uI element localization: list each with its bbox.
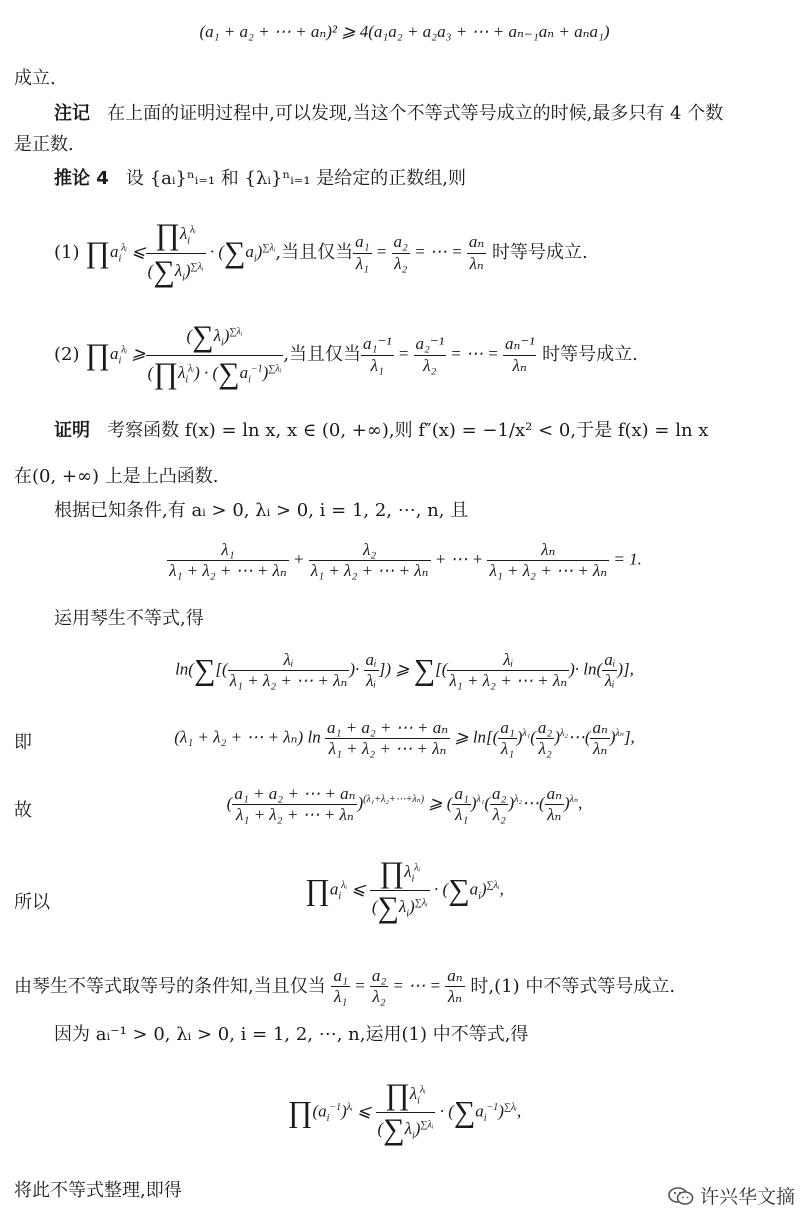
label-ji: 即 xyxy=(14,732,32,753)
text-line-chengli: 成立. xyxy=(14,68,56,89)
item-1-ratios: $\frac{\text{a₁}}{\text{λ₁}}$ = $\frac{\text{a₂}}{\text{λ₂}}$ = ⋯ = $\frac{\text{aₙ}}{\text{λₙ}}$ xyxy=(355,232,485,273)
equality-condition-tail: 时,(1) 中不等式等号成立. xyxy=(470,976,676,998)
item-2-tail: 时等号成立. xyxy=(542,344,638,366)
note-heading: 注记 xyxy=(54,103,90,124)
last-line: 将此不等式整理,即得 xyxy=(14,1180,182,1201)
equation-gu: ( $\frac{\text{a₁ + a₂ + ⋯ + aₙ}}{\text{λ₁ + λ₂ + ⋯ + λₙ}}$ )$^{(\lambda_1+\lambda_2+\cdots+\lambda_n)}$ ⩾ ( $\frac{\text{a₁}}{\text{λ₁}}$ )$^{\lambda_1}$( $\frac{\text{a₂}}{\text{λ₂}}$ )$^{\lambda_2}$⋯( $\frac{\text{aₙ}}{\text{λₙ}}$ )$^{\lambda_n}$, xyxy=(226,784,583,824)
item-1-factor: · $(\sum a_i)^{\sum\lambda ᵢ}$ xyxy=(205,236,276,269)
item-1-condition: ,当且仅当 xyxy=(275,242,354,264)
item-1 xyxy=(54,208,588,298)
equation-top: (a₁ + a₂ + ⋯ + aₙ)² ⩾ 4(a₁a₂ + a₂a₃ + ⋯ + aₙ₋₁aₙ + aₙa₁) xyxy=(199,22,610,41)
note-continuation: 是正数. xyxy=(14,134,74,155)
item-2-fraction: $\frac{(\sum\lambda_i)^{\sum\lambda ᵢ}}{(\prod\lambda_i^{\lambda ᵢ}) \cdot (\sum a_i^{-1})^{\sum\lambda ᵢ}}$ xyxy=(147,319,282,390)
corollary-body: 设 {aᵢ}ⁿᵢ₌₁ 和 {λᵢ}ⁿᵢ₌₁ 是给定的正数组,则 xyxy=(125,168,467,189)
item-1-label: (1) xyxy=(54,242,80,264)
condition-line: 根据已知条件,有 aᵢ > 0, λᵢ > 0, i = 1, 2, ⋯, n, 且 xyxy=(54,500,469,521)
proof-paragraph xyxy=(54,420,708,442)
item-2-lhs: $\prod a_i^{\lambda ᵢ}$ ⩾ xyxy=(85,338,146,371)
corollary-heading: 推论 4 xyxy=(54,168,109,189)
note-body: 在上面的证明过程中,可以发现,当这个不等式等号成立的时候,最多只有 4 个数 xyxy=(107,103,724,124)
label-suoyi: 所以 xyxy=(14,892,50,913)
proof-heading: 证明 xyxy=(54,420,90,441)
item-1-fraction: $\frac{\prod\lambda_i^{\lambda ᵢ}}{(\sum\lambda_i)^{\sum\lambda ᵢ}}$ xyxy=(147,217,204,288)
because-line: 因为 aᵢ⁻¹ > 0, λᵢ > 0, i = 1, 2, ⋯, n,运用(1) 中不等式,得 xyxy=(54,1024,529,1045)
item-2-ratios: $\frac{\text{a₁⁻¹}}{\text{λ₁}}$ = $\frac{\text{a₂⁻¹}}{\text{λ₂}}$ = ⋯ = $\frac{\text{aₙ⁻¹}}{\text{λₙ}}$ xyxy=(363,334,535,375)
item-2 xyxy=(54,310,638,400)
equation-suoyi: $\prod a_i^{\lambda ᵢ}$ ⩽ $\frac{\prod\lambda_i^{\lambda ᵢ}}{(\sum\lambda_i)^{\sum\lambda ᵢ}}$ · $(\sum a_i)^{\sum\lambda ᵢ}$, xyxy=(305,856,504,924)
watermark xyxy=(668,1182,795,1209)
proof-continuation: 在(0, +∞) 上是上凸函数. xyxy=(14,466,219,487)
note-paragraph xyxy=(54,103,723,125)
equality-condition-text: 由琴生不等式取等号的条件知,当且仅当 xyxy=(14,976,326,998)
jensen-line: 运用琴生不等式,得 xyxy=(54,608,204,629)
equation-inverse: $\prod(a_i^{-1})^{\lambda ᵢ}$ ⩽ $\frac{\prod\lambda_i^{\lambda ᵢ}}{(\sum\lambda_i)^{\sum\lambda ᵢ}}$ · $(\sum a_i^{-1})^{\sum\lambda ᵢ}$, xyxy=(287,1078,522,1146)
corollary-paragraph xyxy=(54,168,466,190)
item-1-lhs: $\prod a_i^{\lambda ᵢ}$ ⩽ xyxy=(85,236,146,269)
proof-body: 考察函数 f(x) = ln x, x ∈ (0, +∞),则 f″(x) = −1/x² < 0,于是 f(x) = ln x xyxy=(107,420,709,441)
equation-weights-sum: $\frac{\text{λ₁}}{\text{λ₁ + λ₂ + ⋯ + λₙ}}$ + $\frac{\text{λ₂}}{\text{λ₁ + λ₂ + ⋯ + λₙ}}$ + ⋯ + $\frac{\text{λₙ}}{\text{λ₁ + λ₂ + ⋯ + λₙ}}$ = 1. xyxy=(169,540,642,580)
label-gu: 故 xyxy=(14,800,32,821)
watermark-text: 许兴华文摘 xyxy=(699,1186,795,1208)
item-2-condition: ,当且仅当 xyxy=(283,344,362,366)
item-1-tail: 时等号成立. xyxy=(492,242,588,264)
wechat-icon xyxy=(668,1186,694,1206)
equality-condition-line xyxy=(14,966,675,1008)
equation-jensen: ln(∑[( $\frac{\text{λᵢ}}{\text{λ₁ + λ₂ + ⋯ + λₙ}}$ )· $\frac{\text{aᵢ}}{\text{λᵢ}}$ ]) ⩾ ∑[( $\frac{\text{λᵢ}}{\text{λ₁ + λ₂ + ⋯ + λₙ}}$ )· ln( $\frac{\text{aᵢ}}{\text{λᵢ}}$ )], xyxy=(175,650,634,690)
equality-condition-ratios: $\frac{\text{a₁}}{\text{λ₁}}$ = $\frac{\text{a₂}}{\text{λ₂}}$ = ⋯ = $\frac{\text{aₙ}}{\text{λₙ}}$ xyxy=(333,966,463,1007)
item-2-label: (2) xyxy=(54,344,80,366)
equation-ji: (λ₁ + λ₂ + ⋯ + λₙ) ln $\frac{\text{a₁ + a₂ + ⋯ + aₙ}}{\text{λ₁ + λ₂ + ⋯ + λₙ}}$ ⩾ ln[( $\frac{\text{a₁}}{\text{λ₁}}$ )$^{\lambda_1}$( $\frac{\text{a₂}}{\text{λ₂}}$ )$^{\lambda_2}$⋯( $\frac{\text{aₙ}}{\text{λₙ}}$ )$^{\lambda_n}$], xyxy=(174,718,635,758)
